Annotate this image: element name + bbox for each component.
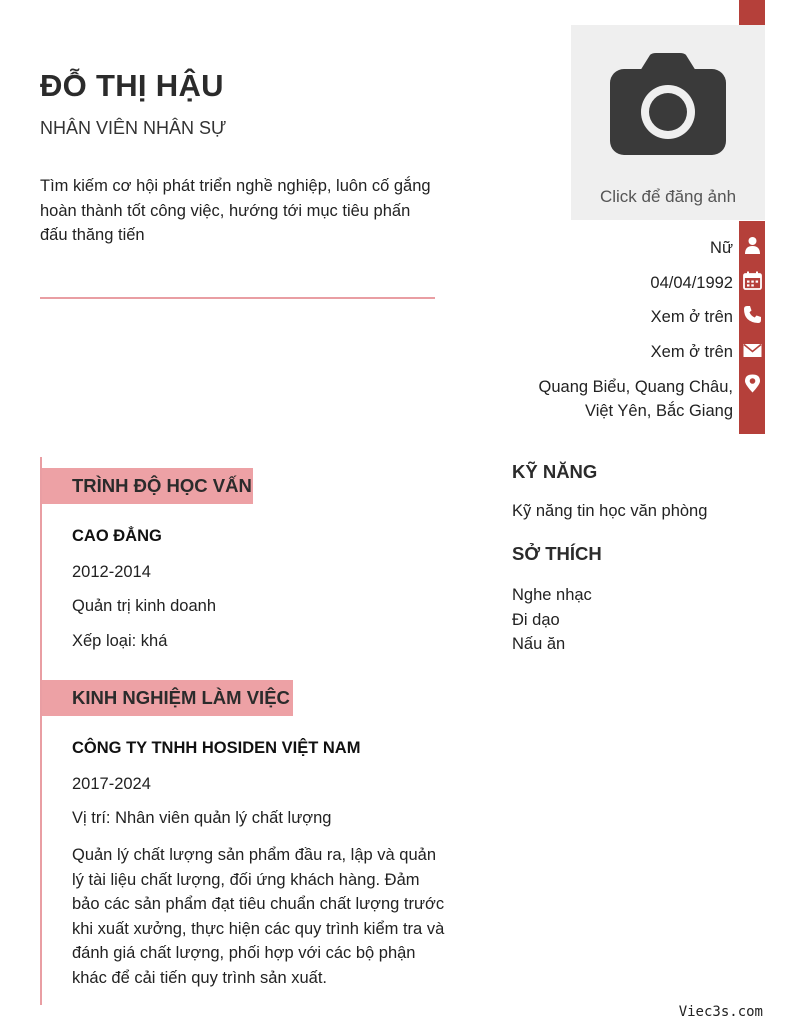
skills-heading: KỸ NĂNG bbox=[512, 461, 598, 482]
hobby-item: Nấu ăn bbox=[512, 635, 566, 653]
phone-value: Xem ở trên bbox=[650, 308, 733, 326]
hobby-item: Nghe nhạc bbox=[512, 586, 592, 604]
birthday-value: 04/04/1992 bbox=[650, 274, 733, 292]
experience-years: 2017-2024 bbox=[72, 775, 151, 793]
location-pin-icon bbox=[743, 374, 762, 393]
experience-heading: KINH NGHIỆM LÀM VIỆC bbox=[72, 687, 290, 708]
photo-upload-label: Click để đăng ảnh bbox=[599, 187, 737, 206]
hobbies-heading: SỞ THÍCH bbox=[512, 543, 602, 564]
experience-description: Quản lý chất lượng sản phẩm đầu ra, lập và quản lý tài liệu chất lượng, đối ứng khách hàng. Đảm bảo các sản phẩm đạt tiêu chuẩn chất lượng trước khi xuất xưởng, thực hiện các quy trình kiểm tra và đánh giá chất lượng, phối hợp với các bộ phận khác để cải tiến quy trình sản xuất. bbox=[72, 846, 445, 987]
address-line-1: Quang Biểu, Quang Châu, bbox=[538, 378, 733, 396]
candidate-name: ĐỖ THỊ HẬU bbox=[40, 68, 224, 103]
hobby-list bbox=[512, 583, 592, 657]
education-years: 2012-2014 bbox=[72, 563, 151, 581]
calendar-icon bbox=[743, 271, 762, 290]
photo-upload[interactable] bbox=[571, 25, 765, 220]
header-divider bbox=[40, 297, 435, 299]
education-grade: Xếp loại: khá bbox=[72, 632, 168, 650]
site-watermark: Viec3s.com bbox=[678, 1004, 763, 1020]
address-value bbox=[539, 375, 733, 423]
phone-icon bbox=[743, 305, 762, 324]
hobby-item: Đi dạo bbox=[512, 610, 560, 629]
mail-icon bbox=[743, 341, 762, 360]
education-major: Quản trị kinh doanh bbox=[72, 597, 217, 615]
education-heading: TRÌNH ĐỘ HỌC VẤN bbox=[72, 475, 252, 496]
email-value: Xem ở trên bbox=[650, 343, 733, 361]
skill-item: Kỹ năng tin học văn phòng bbox=[512, 502, 708, 520]
career-objective: Tìm kiếm cơ hội phát triển nghề nghiệp, luôn cố gắng hoàn thành tốt công việc, hướng tới mục tiêu phấn đấu thăng tiến bbox=[40, 177, 431, 244]
address-line-2: Việt Yên, Bắc Giang bbox=[585, 402, 733, 420]
camera-icon bbox=[610, 53, 726, 155]
education-level: CAO ĐẲNG bbox=[72, 527, 162, 545]
person-icon bbox=[743, 236, 762, 255]
experience-position: Vị trí: Nhân viên quản lý chất lượng bbox=[72, 809, 332, 827]
gender-value: Nữ bbox=[710, 239, 733, 257]
timeline-line bbox=[40, 457, 42, 1005]
job-title: NHÂN VIÊN NHÂN SỰ bbox=[40, 118, 227, 138]
experience-company: CÔNG TY TNHH HOSIDEN VIỆT NAM bbox=[72, 739, 361, 757]
accent-tab bbox=[739, 0, 765, 25]
